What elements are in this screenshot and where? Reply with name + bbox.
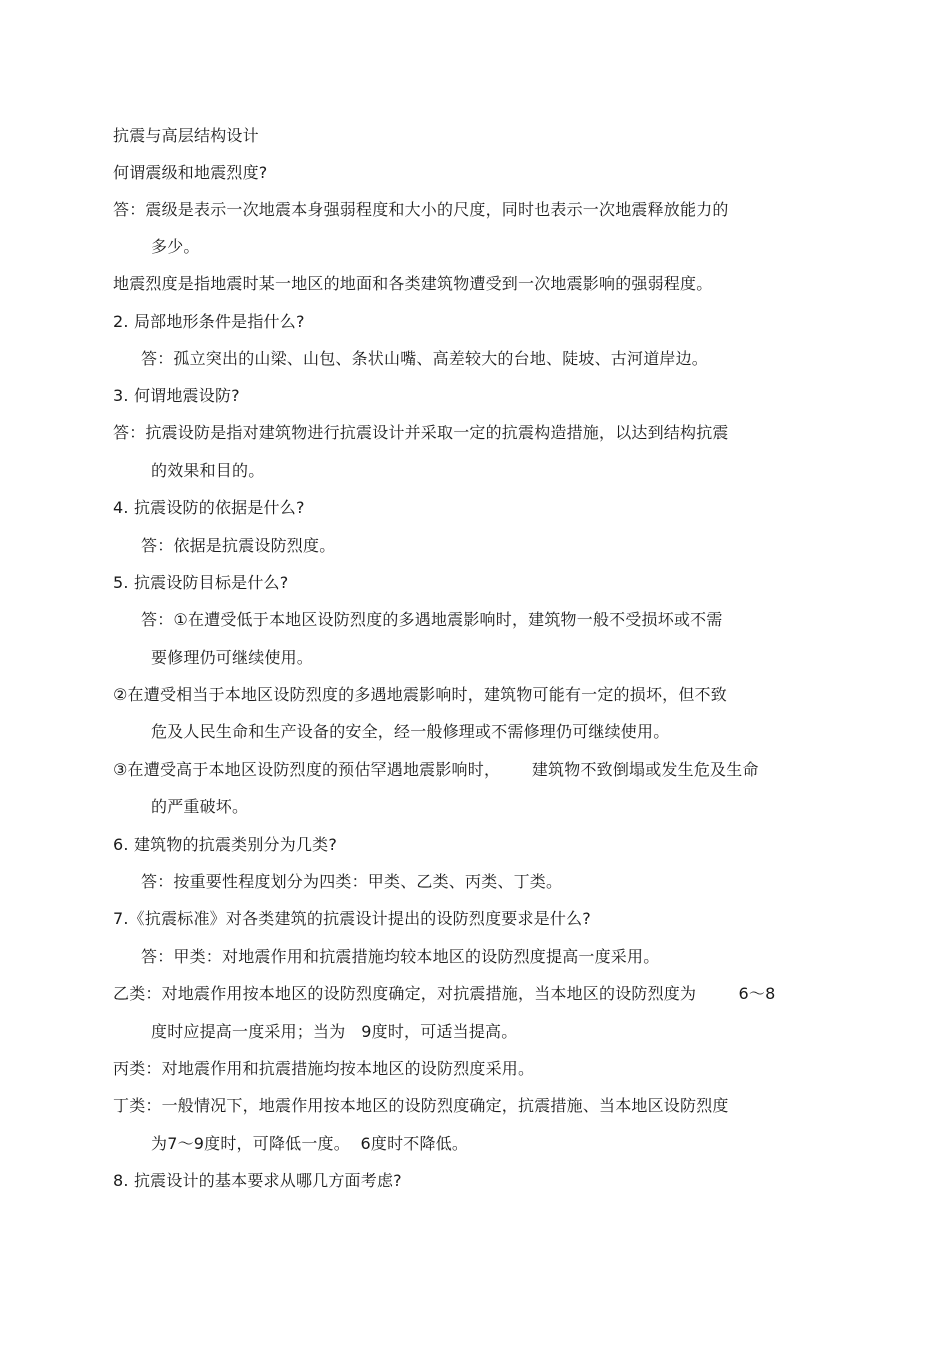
answer-7-line-5: 丁类：一般情况下，地震作用按本地区的设防烈度确定，抗震措施、当本地区设防烈度 xyxy=(113,1096,729,1115)
question-7: 7.《抗震标准》对各类建筑的抗震设计提出的设防烈度要求是什么? xyxy=(113,909,591,928)
question-2: 2. 局部地形条件是指什么? xyxy=(113,312,305,331)
answer-1-line-1: 答：震级是表示一次地震本身强弱程度和大小的尺度，同时也表示一次地震释放能力的 xyxy=(113,200,729,219)
question-5: 5. 抗震设防目标是什么? xyxy=(113,573,289,592)
answer-2: 答：孤立突出的山梁、山包、条状山嘴、高差较大的台地、陡坡、古河道岸边。 xyxy=(141,349,709,368)
answer-7-line-3: 度时应提高一度采用；当为 9度时，可适当提高。 xyxy=(151,1022,518,1041)
answer-1-line-3: 地震烈度是指地震时某一地区的地面和各类建筑物遭受到一次地震影响的强弱程度。 xyxy=(113,274,713,293)
question-6: 6. 建筑物的抗震类别分为几类? xyxy=(113,835,338,854)
answer-6: 答：按重要性程度划分为四类：甲类、乙类、丙类、丁类。 xyxy=(141,872,563,891)
answer-5-line-1: 答：①在遭受低于本地区设防烈度的多遇地震影响时，建筑物一般不受损坏或不需 xyxy=(141,610,723,629)
question-8: 8. 抗震设计的基本要求从哪几方面考虑? xyxy=(113,1171,402,1190)
answer-1-line-2: 多少。 xyxy=(151,237,200,256)
answer-5-line-2: 要修理仍可继续使用。 xyxy=(151,648,314,667)
answer-7-line-2: 乙类：对地震作用按本地区的设防烈度确定，对抗震措施，当本地区的设防烈度为 6～8 xyxy=(113,984,776,1003)
question-1: 何谓震级和地震烈度? xyxy=(113,163,268,182)
answer-5-line-6: 的严重破坏。 xyxy=(151,797,249,816)
answer-4: 答：依据是抗震设防烈度。 xyxy=(141,536,336,555)
answer-7-line-6: 为7～9度时，可降低一度。 6度时不降低。 xyxy=(151,1134,469,1153)
answer-7-line-4: 丙类：对地震作用和抗震措施均按本地区的设防烈度采用。 xyxy=(113,1059,535,1078)
answer-5-line-4: 危及人民生命和生产设备的安全，经一般修理或不需修理仍可继续使用。 xyxy=(151,722,670,741)
question-3: 3. 何谓地震设防? xyxy=(113,386,240,405)
answer-3-line-1: 答：抗震设防是指对建筑物进行抗震设计并采取一定的抗震构造措施，以达到结构抗震 xyxy=(113,423,729,442)
answer-3-line-2: 的效果和目的。 xyxy=(151,461,265,480)
question-4: 4. 抗震设防的依据是什么? xyxy=(113,498,305,517)
answer-5-line-5: ③在遭受高于本地区设防烈度的预估罕遇地震影响时， 建筑物不致倒塌或发生危及生命 xyxy=(113,760,759,779)
answer-7-line-1: 答：甲类：对地震作用和抗震措施均较本地区的设防烈度提高一度采用。 xyxy=(141,947,660,966)
document-title: 抗震与高层结构设计 xyxy=(113,126,259,145)
answer-5-line-3: ②在遭受相当于本地区设防烈度的多遇地震影响时，建筑物可能有一定的损坏，但不致 xyxy=(113,685,727,704)
